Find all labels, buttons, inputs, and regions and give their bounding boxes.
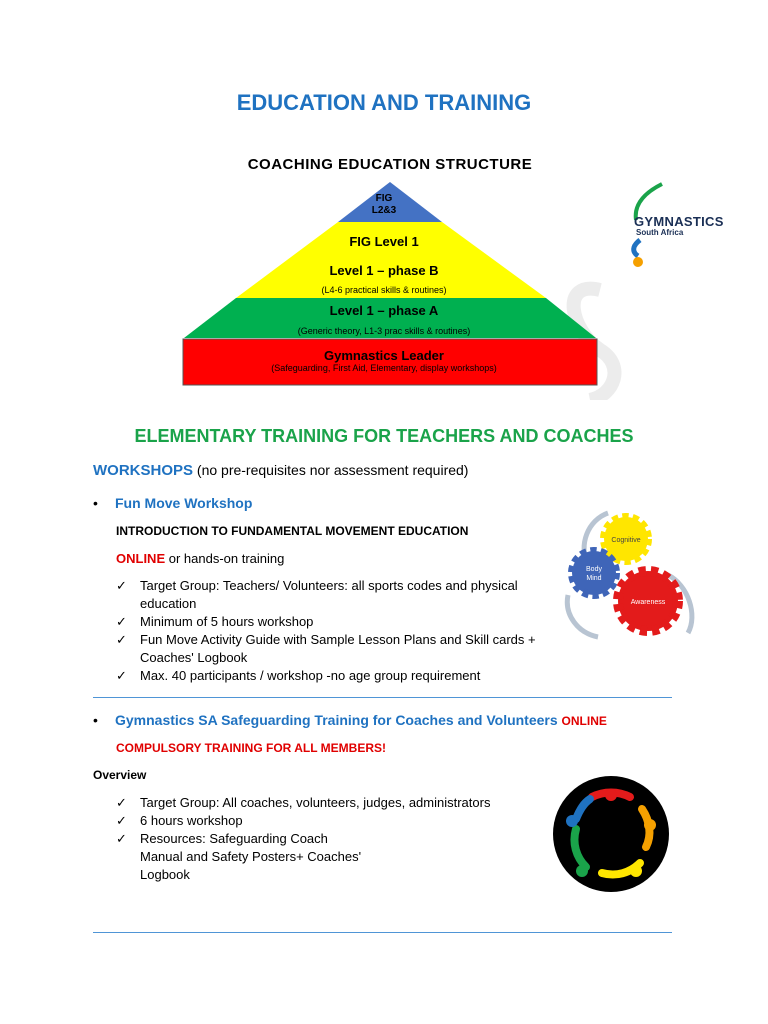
fun-move-online: ONLINE <box>116 551 166 566</box>
gear-cognitive-icon <box>604 517 648 561</box>
workshops-heading: WORKSHOPS <box>93 462 194 479</box>
check-item: ✓ Max. 40 participants / workshop -no age group requirement <box>116 667 536 685</box>
workshops-heading-row <box>93 462 468 479</box>
fig-label-line2: L2&3 <box>371 205 397 216</box>
safeguarding-title: Gymnastics SA Safeguarding Training for Coaches and Volunteers <box>115 712 558 728</box>
pyramid-level-a-label: Level 1 – phase A <box>329 303 439 318</box>
gear-awareness-icon <box>618 571 678 631</box>
fun-move-mode <box>116 551 284 566</box>
divider <box>93 932 672 933</box>
gears-graphic <box>548 505 708 645</box>
svg-text:Body: Body <box>586 566 602 573</box>
pyramid-level-b-label: Level 1 – phase B <box>329 263 439 278</box>
fun-move-subtitle: INTRODUCTION TO FUNDAMENTAL MOVEMENT EDUCATION <box>116 524 469 538</box>
fun-move-checklist <box>116 577 536 685</box>
fig-label-line1: FIG <box>375 193 393 204</box>
workshops-note: (no pre-requisites nor assessment required) <box>193 462 469 478</box>
bullet-icon: • <box>93 712 98 728</box>
pyramid-level-leader-sub: (Safeguarding, First Aid, Elementary, display workshops) <box>271 363 497 373</box>
fun-move-mode-rest: or hands-on training <box>165 551 285 566</box>
bullet-icon: • <box>93 495 98 511</box>
gymnastics-sa-logo <box>630 180 750 280</box>
page-title: EDUCATION AND TRAINING <box>236 90 532 115</box>
check-item: ✓ Target Group: Teachers/ Volunteers: all sports codes and physical education <box>116 577 536 613</box>
logo-line2: South Africa <box>636 228 684 237</box>
divider <box>93 697 672 698</box>
section-title: ELEMENTARY TRAINING FOR TEACHERS AND COACHES <box>134 426 634 446</box>
svg-text:Cognitive: Cognitive <box>611 537 641 544</box>
check-item: ✓ 6 hours workshop <box>116 812 516 830</box>
safeguarding-compulsory: COMPULSORY TRAINING FOR ALL MEMBERS! <box>116 741 386 755</box>
fun-move-bullet <box>93 495 252 511</box>
pyramid-level-fig1-label: FIG Level 1 <box>349 234 419 249</box>
pyramid-level-b-sub: (L4-6 practical skills & routines) <box>321 285 447 295</box>
check-item: ✓ Resources: Safeguarding Coach Manual and Safety Posters+ Coaches' Logbook <box>116 830 370 884</box>
check-item: ✓ Target Group: All coaches, volunteers, judges, administrators <box>116 794 516 812</box>
check-item: ✓ Minimum of 5 hours workshop <box>116 613 536 631</box>
gear-body-mind-icon <box>572 551 616 595</box>
logo-line1: GYMNASTICS <box>634 214 724 229</box>
fun-move-title: Fun Move Workshop <box>115 495 253 511</box>
svg-text:Mind: Mind <box>586 575 602 582</box>
overview-label: Overview <box>93 768 147 782</box>
safeguarding-bullet <box>93 712 607 728</box>
pyramid-level-a-sub: (Generic theory, L1-3 prac skills & routines) <box>297 326 471 336</box>
pyramid-level-leader-label: Gymnastics Leader <box>324 348 444 363</box>
pyramid-title: COACHING EDUCATION STRUCTURE <box>247 156 533 173</box>
check-item: ✓ Fun Move Activity Guide with Sample Lesson Plans and Skill cards + Coaches' Logbook <box>116 631 536 667</box>
safeguarding-checklist <box>116 794 516 884</box>
safeguarding-online: ONLINE <box>561 714 607 728</box>
safeguarding-emblem-icon <box>552 775 670 893</box>
svg-text:Awareness: Awareness <box>630 599 666 606</box>
